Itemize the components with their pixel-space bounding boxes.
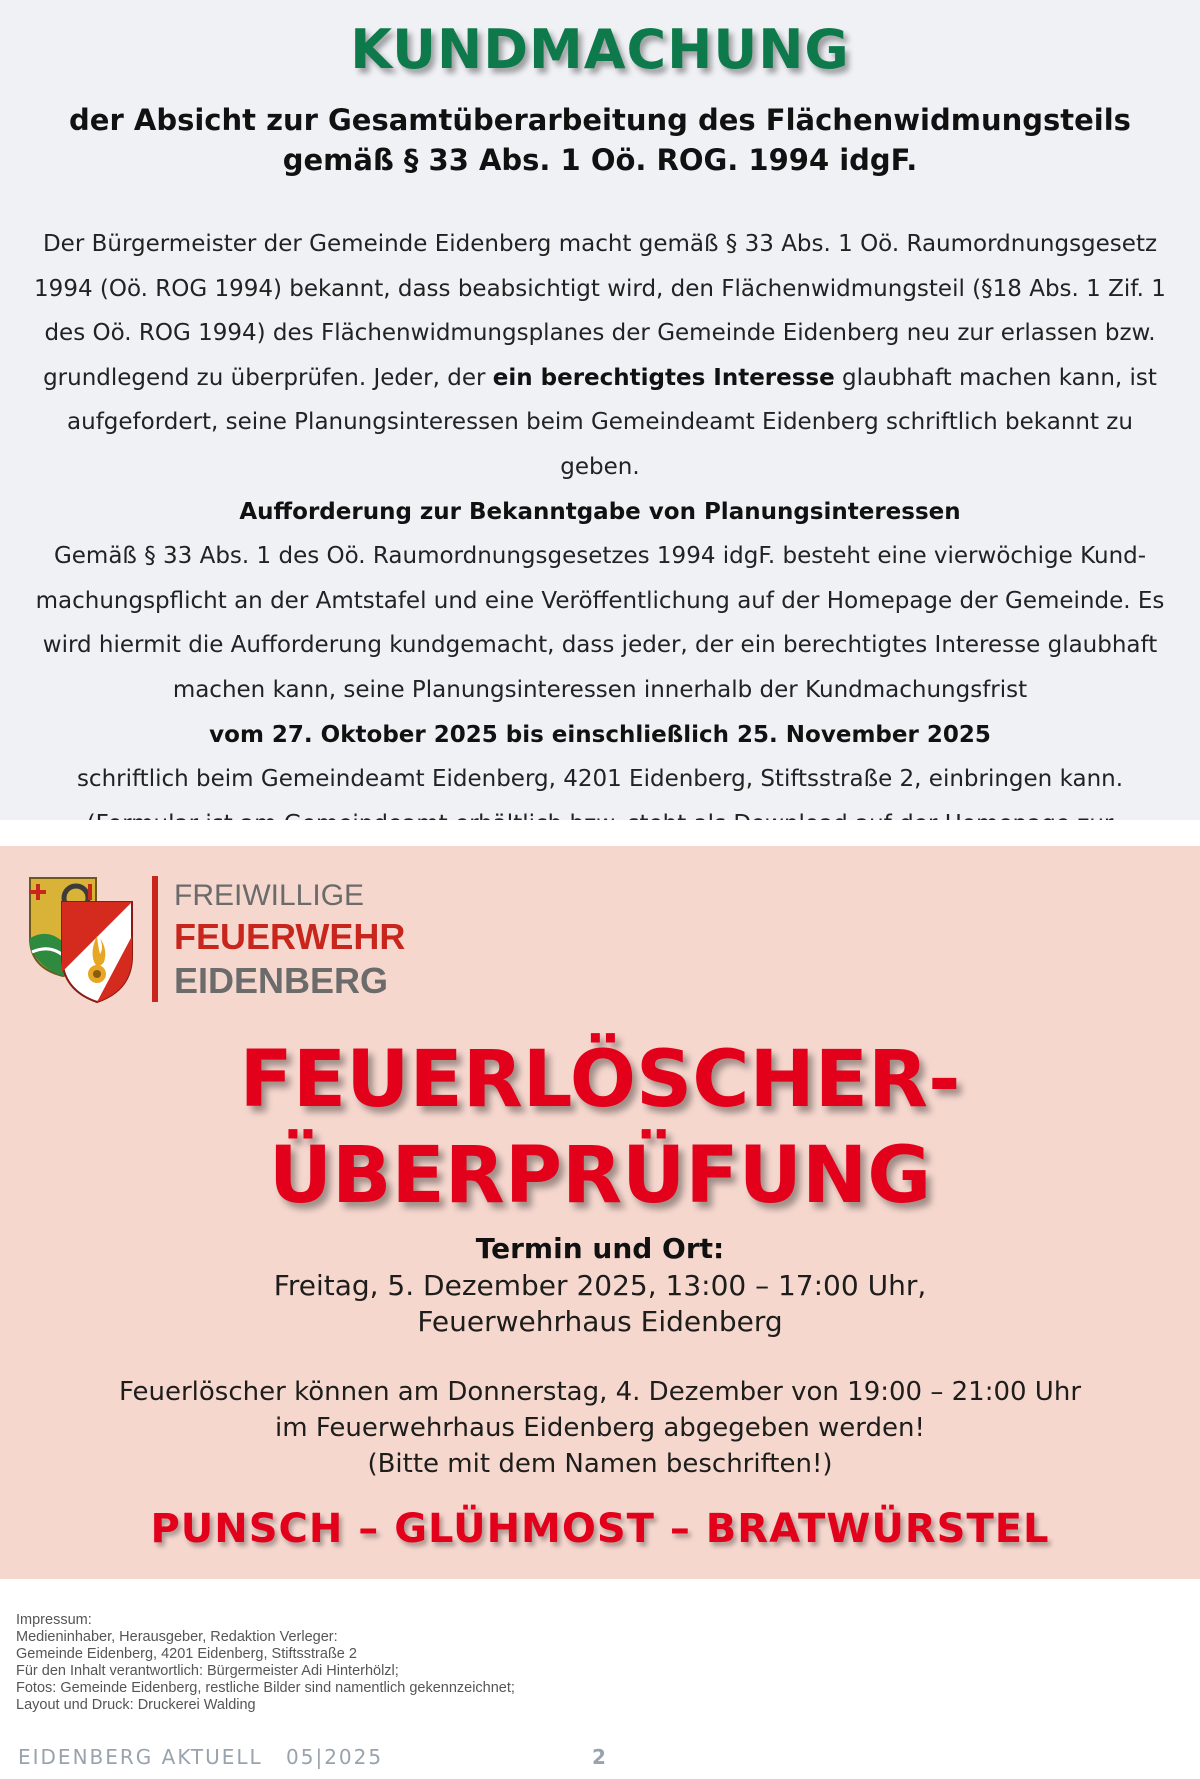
section-heading-text: Aufforderung zur Bekanntgabe von Planungsinteressen [239, 498, 961, 525]
drop-off-info [0, 1374, 1200, 1482]
logo-divider [152, 876, 158, 1002]
intro-emphasis: ein berechtigtes Interesse [492, 364, 835, 391]
notice-paragraph-obligation: Gemäß § 33 Abs. 1 des Oö. Raumordnungsgesetzes 1994 idgF. besteht eine vierwöchige Kund-machungspflicht an der Amtstafel und eine Veröffentlichung auf der Homepage der Gemeinde. Es wird hiermit die Aufforderung kundgemacht, dass jeder, der ein berechtigtes Interesse glaubhaft machen kann, seine Planungsinteressen innerhalb der Kundmachungsfrist [35, 543, 1165, 703]
logo-text-eidenberg: EIDENBERG [174, 960, 389, 1001]
notice-paragraph-intro [25, 222, 1175, 490]
drop-off-line1: Feuerlöscher können am Donnerstag, 4. Dezember von 19:00 – 21:00 Uhr [118, 1377, 1082, 1407]
page-footer [18, 1745, 1178, 1773]
impressum-line: Layout und Druck: Druckerei Walding [16, 1697, 256, 1713]
notice-section [0, 0, 1200, 820]
headline-line1: FEUERLÖSCHER- [239, 1035, 961, 1125]
publication-name: EIDENBERG AKTUELL [18, 1745, 263, 1769]
drop-off-line2: im Feuerwehrhaus Eidenberg abgegeben werden! [275, 1413, 925, 1443]
impressum-line: Fotos: Gemeinde Eidenberg, restliche Bilder sind namentlich gekennzeichnet; [16, 1680, 515, 1696]
logo-text-freiwillige: FREIWILLIGE [174, 879, 365, 912]
date-location-label: Termin und Ort: [475, 1232, 725, 1265]
page-number: 2 [592, 1745, 608, 1769]
notice-subtitle-line1: der Absicht zur Gesamtüberarbeitung des Flächenwidmungsteils [69, 103, 1131, 137]
fire-brigade-section [0, 846, 1200, 1579]
submission-period [25, 713, 1175, 758]
notice-body [25, 222, 1175, 891]
notice-paragraph-submission: schriftlich beim Gemeindeamt Eidenberg, 4201 Eidenberg, Stiftsstraße 2, einbringen kann. [76, 766, 1124, 793]
notice-title: KUNDMACHUNG [350, 18, 850, 81]
impressum-line: Gemeinde Eidenberg, 4201 Eidenberg, Stiftsstraße 2 [16, 1646, 357, 1662]
logo-text-feuerwehr: FEUERWEHR [174, 916, 406, 957]
drop-off-line3: (Bitte mit dem Namen beschriften!) [367, 1449, 833, 1479]
issue-number: 05|2025 [286, 1745, 384, 1769]
intro-text-start: Der Bürgermeister der Gemeinde Eidenberg macht gemäß § 33 Abs. 1 Oö. Raumordnungsgesetz 1994 (Oö. ROG 1994) bekannt, dass beabsichtigt wird, den Flächenwidmungsteil (§18 Abs. 1 Zif. 1 des Oö. ROG 1994) des Flächenwidmungsplanes der Gemeinde Eidenberg neu zur erlassen bzw. grundlegend zu überprüfen. Jeder, der [34, 231, 1166, 391]
fire-extinguisher-headline [0, 1032, 1200, 1224]
refreshments-banner: PUNSCH – GLÜHMOST – BRATWÜRSTEL [150, 1506, 1050, 1552]
notice-subtitle-line2: gemäß § 33 Abs. 1 Oö. ROG. 1994 idgF. [282, 143, 918, 177]
date-time: Freitag, 5. Dezember 2025, 13:00 – 17:00 Uhr, [273, 1269, 927, 1302]
headline-line2: ÜBERPRÜFUNG [268, 1131, 932, 1221]
section-heading [25, 490, 1175, 535]
submission-period-text: vom 27. Oktober 2025 bis einschließlich 25. November 2025 [209, 721, 991, 748]
impressum-line: Für den Inhalt verantwortlich: Bürgermeister Adi Hinterhölzl; [16, 1663, 399, 1679]
coat-of-arms-icon [28, 876, 148, 1006]
impressum-line: Medieninhaber, Herausgeber, Redaktion Verleger: [16, 1629, 338, 1645]
date-location [0, 1268, 1200, 1340]
location: Feuerwehrhaus Eidenberg [417, 1305, 783, 1338]
fire-brigade-logo [28, 876, 428, 1006]
intro-text-end: glaubhaft machen kann, ist aufgefordert, seine Planungsinteressen beim Gemeindeamt Eidenberg schriftlich bekannt zu geben. [67, 364, 1157, 480]
impressum-heading: Impressum: [16, 1612, 92, 1628]
section-gap [0, 820, 1200, 846]
notice-subtitle [60, 100, 1140, 180]
impressum [16, 1612, 816, 1714]
